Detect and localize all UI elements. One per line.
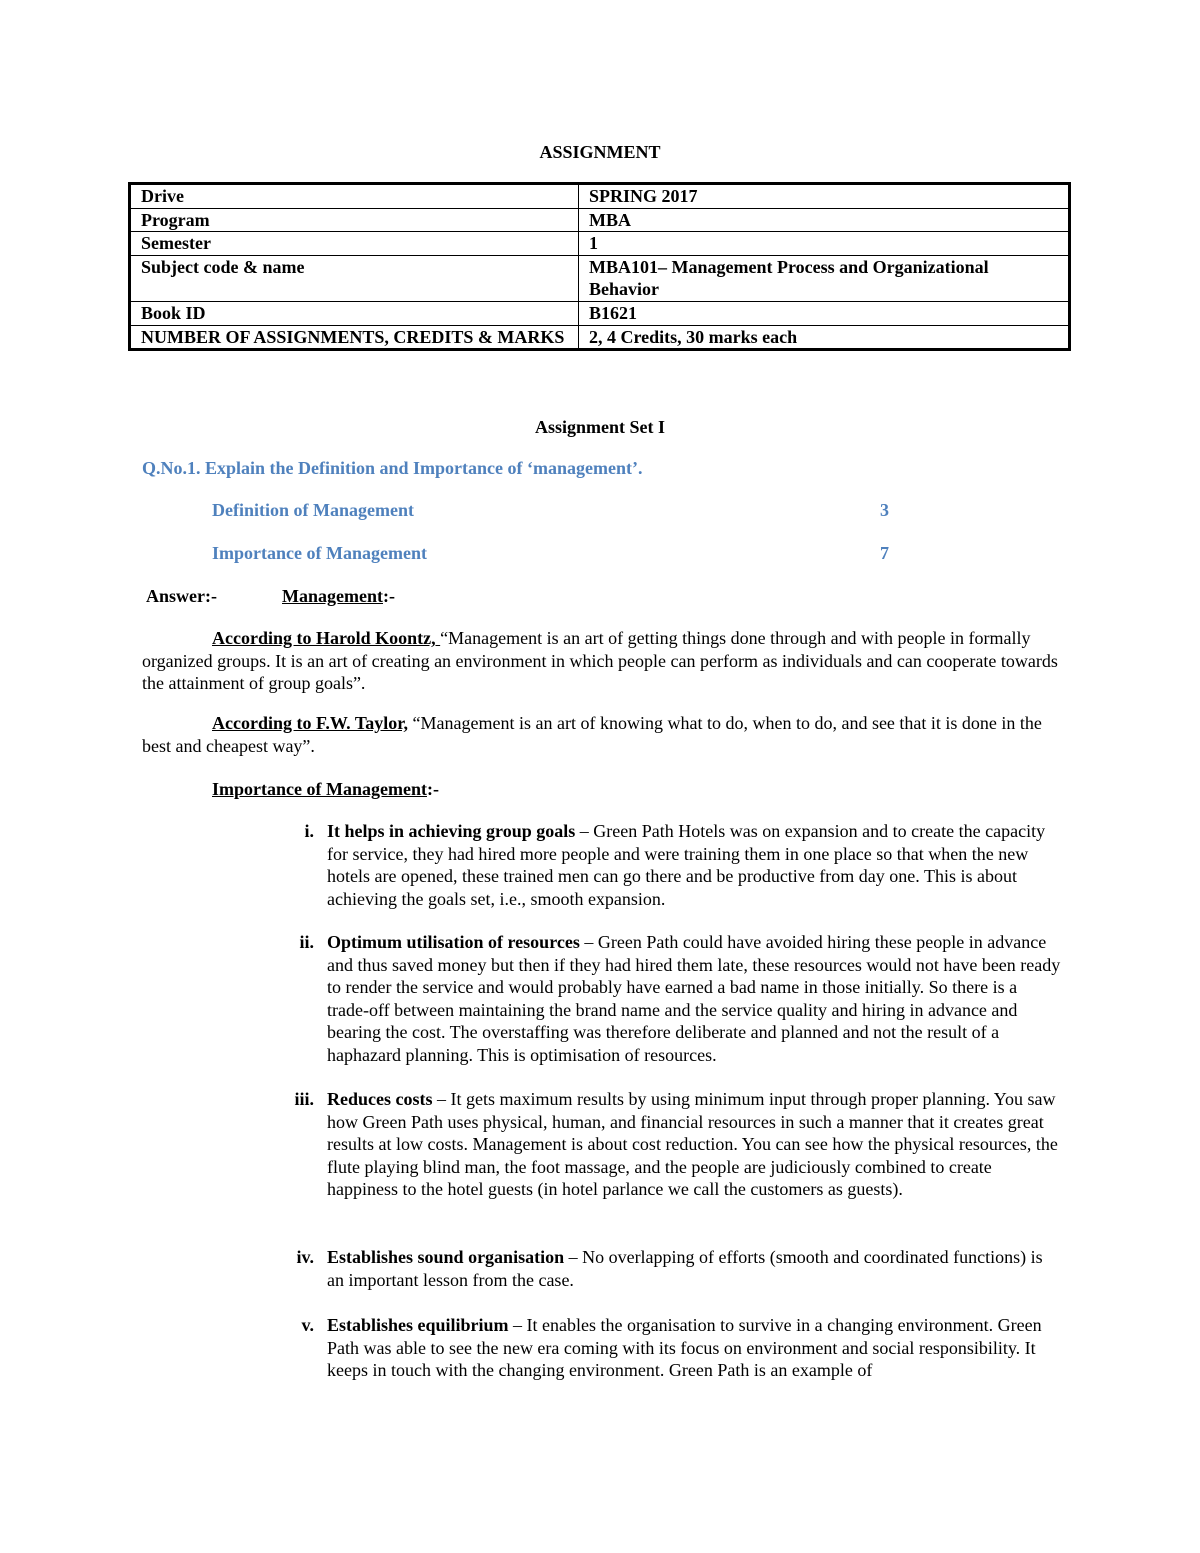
table-value: 2, 4 Credits, 30 marks each	[579, 325, 1070, 350]
assignment-set-title: Assignment Set I	[534, 417, 665, 437]
list-item-number: iv.	[296, 1247, 314, 1267]
table-value: MBA	[579, 208, 1070, 232]
table-key: NUMBER OF ASSIGNMENTS, CREDITS & MARKS	[130, 325, 579, 350]
table-row	[130, 232, 1070, 256]
list-item	[327, 1246, 1062, 1291]
list-item	[327, 1314, 1062, 1382]
table-value: 1	[579, 232, 1070, 256]
list-item-text: – No overlapping of efforts (smooth and coordinated functions) is an important lesson from the case.	[327, 1247, 1043, 1290]
table-value: MBA101– Management Process and Organizational Behavior	[579, 255, 1070, 301]
list-item-head: It helps in achieving group goals	[327, 821, 576, 841]
assignment-info-table	[128, 182, 1071, 351]
table-key: Subject code & name	[130, 255, 579, 301]
koontz-lead: According to Harold Koontz,	[212, 628, 441, 648]
table-key: Book ID	[130, 301, 579, 325]
marks-label-definition: Definition of Management	[212, 500, 414, 520]
table-key: Program	[130, 208, 579, 232]
koontz-paragraph	[142, 627, 1062, 695]
marks-label-importance: Importance of Management	[212, 543, 427, 563]
table-value: B1621	[579, 301, 1070, 325]
list-item-head: Establishes equilibrium	[327, 1315, 509, 1335]
table-row	[130, 255, 1070, 301]
table-key: Semester	[130, 232, 579, 256]
marks-value-importance: 7	[880, 543, 889, 563]
table-row	[130, 184, 1070, 209]
management-heading	[282, 585, 395, 608]
list-item	[327, 931, 1062, 1067]
table-value: SPRING 2017	[579, 184, 1070, 209]
list-item-head: Establishes sound organisation	[327, 1247, 565, 1267]
marks-value-definition: 3	[880, 500, 889, 520]
koontz-text: “Management is an art of getting things done through and with people in formally organized groups. It is an art of creating an environment in which people can perform as individuals and can cooperate towards the attainment of group goals”.	[142, 628, 1058, 694]
taylor-lead: According to F.W. Taylor,	[212, 713, 409, 733]
list-item-number: iii.	[294, 1089, 314, 1109]
importance-heading	[212, 778, 439, 801]
list-item	[327, 820, 1062, 910]
table-row	[130, 301, 1070, 325]
taylor-paragraph	[142, 712, 1062, 757]
table-key: Drive	[130, 184, 579, 209]
answer-label: Answer:-	[146, 586, 217, 606]
table-row	[130, 208, 1070, 232]
list-item-text: – It enables the organisation to survive in a changing environment. Green Path was able to see the new era coming with its focus on environment and social responsibility. It keeps in touch with the changing environment. Green Path is an example of	[327, 1315, 1042, 1381]
document-title: ASSIGNMENT	[539, 142, 661, 162]
list-item-number: v.	[301, 1315, 314, 1335]
management-heading-suffix: :-	[382, 586, 395, 606]
importance-heading-text: Importance of Management	[212, 779, 427, 799]
list-item-head: Optimum utilisation of resources	[327, 932, 580, 952]
list-item-head: Reduces costs	[327, 1089, 433, 1109]
question-heading: Q.No.1. Explain the Definition and Importance of ‘management’.	[142, 458, 643, 478]
list-item-text: – It gets maximum results by using minimum input through proper planning. You saw how Green Path uses physical, human, and financial resources in such a manner that it creates great results at low costs. Management is about cost reduction. You can see how the physical resources, the flute playing blind man, the foot massage, and the people are judiciously combined to create happiness to the hotel guests (in hotel parlance we call the customers as guests).	[327, 1089, 1058, 1200]
importance-heading-suffix: :-	[426, 779, 439, 799]
list-item-text: – Green Path Hotels was on expansion and to create the capacity for service, they had hired more people and were training them in one place so that when the new hotels are opened, these trained men can go there and be productive from day one. This is about achieving the goals set, i.e., smooth expansion.	[327, 821, 1046, 909]
list-item-number: ii.	[299, 932, 314, 952]
taylor-text: “Management is an art of knowing what to do, when to do, and see that it is done in the best and cheapest way”.	[142, 713, 1042, 756]
list-item	[327, 1088, 1062, 1201]
table-row	[130, 325, 1070, 350]
list-item-text: – Green Path could have avoided hiring these people in advance and thus saved money but then if they had hired them late, these resources would not have been ready to render the service and would probably have earned a bad name in those initially. So there is a trade-off between maintaining the brand name and the service quality and hiring in advance and bearing the cost. The overstaffing was therefore deliberate and planned and not the result of a haphazard planning. This is optimisation of resources.	[327, 932, 1061, 1065]
list-item-number: i.	[304, 821, 314, 841]
management-heading-text: Management	[282, 586, 383, 606]
